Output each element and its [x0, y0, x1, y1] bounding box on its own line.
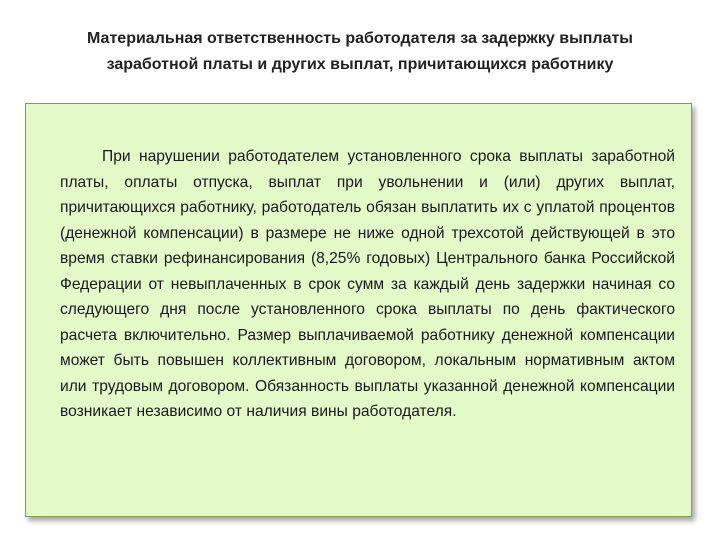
slide-title: Материальная ответственность работодателя за задержку выплаты заработной платы и других выплат, причитающихся работнику [87, 30, 633, 73]
content-box [25, 103, 692, 517]
body-paragraph: При нарушении работодателем установленного срока выплаты заработной платы, оплаты отпуска, выплат при увольнении и (или) других выплат, причитающихся работнику, работодатель обязан выплатить их с уплатой процентов (денежной компенсации) в размере не ниже одной трехсотой действующей в это время ставки рефинансирования (8,25% годовых) Центрального банка Российской Федерации от невыплаченных в срок сумм за каждый день задержки начиная со следующего дня после установленного срока выплаты по день фактического расчета включительно. Размер выплачиваемой работнику денежной компенсации может быть повышен коллективным договором, локальным нормативным актом или трудовым договором. Обязанность выплаты указанной денежной компенсации возникает независимо от наличия вины работодателя. [60, 148, 675, 420]
